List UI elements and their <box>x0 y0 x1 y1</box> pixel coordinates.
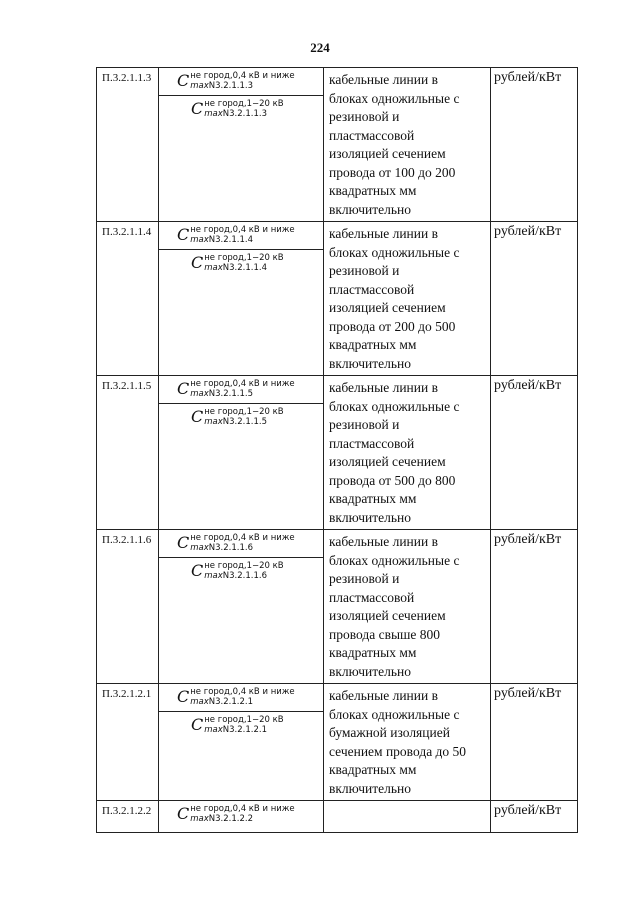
description-line: пластмассовой <box>329 435 415 451</box>
formula-subscript-prefix: max <box>204 417 223 427</box>
formula-indices <box>204 407 283 427</box>
formula-subscript-index: N3.2.1.1.3 <box>208 81 253 91</box>
description-line: включительно <box>329 355 412 371</box>
description-line: провода свыше 800 <box>329 626 441 642</box>
description-line: включительно <box>329 663 412 679</box>
table-row <box>97 68 578 222</box>
unit-cell: рублей/кВт <box>491 684 578 801</box>
description-line: кабельные линии в <box>329 688 438 703</box>
formula-indices <box>190 804 294 824</box>
formula-formula2 <box>159 711 323 739</box>
description-line: изоляцией сечением <box>329 146 446 161</box>
formula-stack <box>159 801 323 828</box>
formula-indices <box>204 715 283 735</box>
page-number: 224 <box>310 40 330 55</box>
formula-formula2 <box>159 557 323 585</box>
formula-subscript-index: N3.2.1.2.2 <box>208 814 253 824</box>
description-cell <box>324 68 491 222</box>
description-cell <box>324 684 491 801</box>
table-body <box>97 68 578 833</box>
formula-subscript-prefix: max <box>204 725 223 735</box>
description-cell <box>324 801 491 833</box>
unit-cell: рублей/кВт <box>491 376 578 530</box>
formula-indices <box>204 253 283 273</box>
formula-symbol: C <box>177 687 190 706</box>
formula-superscript: не город,0,4 кВ и ниже <box>190 533 295 543</box>
formula-subscript <box>190 235 294 245</box>
formula-subscript-prefix: max <box>190 697 209 707</box>
description-line: квадратных мм <box>329 183 417 198</box>
formula-symbol: C <box>191 99 204 118</box>
unit-cell: рублей/кВт <box>491 530 578 684</box>
formula-superscript: не город,1−20 кВ <box>204 715 284 725</box>
formula-indices <box>190 379 294 399</box>
description-line: блоках одножильные с <box>329 244 460 260</box>
formula-subscript <box>204 417 283 427</box>
formula-symbol: C <box>177 379 190 398</box>
formula-cell <box>159 68 324 222</box>
formula-superscript: не город,0,4 кВ и ниже <box>190 71 295 81</box>
formula-subscript-prefix: max <box>204 571 223 581</box>
item-code: П.3.2.1.1.6 <box>97 530 159 684</box>
formula-indices <box>204 561 283 581</box>
formula-cell <box>159 801 324 833</box>
description-line: изоляцией сечением <box>329 608 446 623</box>
formula-cell <box>159 684 324 801</box>
table-row <box>97 801 578 833</box>
tariff-table <box>96 67 578 833</box>
description-line: резиновой и <box>329 263 400 278</box>
formula-subscript-index: N3.2.1.1.6 <box>222 571 267 581</box>
formula-subscript-prefix: max <box>190 543 209 553</box>
formula-indices <box>190 533 294 553</box>
formula-subscript-prefix: max <box>190 814 209 824</box>
description-line: кабельные линии в <box>329 380 438 395</box>
description-line: изоляцией сечением <box>329 454 446 469</box>
formula-formula1 <box>159 222 323 249</box>
formula-subscript-prefix: max <box>190 81 209 91</box>
formula-symbol: C <box>177 225 190 244</box>
formula-subscript <box>190 814 294 824</box>
formula-stack <box>159 530 323 585</box>
item-code: П.3.2.1.1.5 <box>97 376 159 530</box>
table-row <box>97 376 578 530</box>
formula-superscript: не город,1−20 кВ <box>204 253 284 263</box>
formula-subscript-index: N3.2.1.1.5 <box>208 389 253 399</box>
description-line: квадратных мм <box>329 645 417 660</box>
formula-subscript <box>204 571 283 581</box>
formula-superscript: не город,0,4 кВ и ниже <box>190 687 295 697</box>
description-line: блоках одножильные с <box>329 552 460 568</box>
description-line: пластмассовой <box>329 589 415 605</box>
description-cell <box>324 530 491 684</box>
formula-symbol: C <box>177 533 190 552</box>
description-line: кабельные линии в <box>329 226 438 241</box>
description-line: пластмассовой <box>329 127 415 143</box>
formula-formula1 <box>159 68 323 95</box>
formula-superscript: не город,1−20 кВ <box>204 99 284 109</box>
formula-subscript-index: N3.2.1.1.3 <box>222 109 267 119</box>
formula-subscript-prefix: max <box>204 263 223 273</box>
formula-subscript-index: N3.2.1.1.6 <box>208 543 253 553</box>
description-line: провода от 100 до 200 <box>329 164 456 180</box>
description-cell <box>324 376 491 530</box>
formula-symbol: C <box>191 407 204 426</box>
formula-symbol: C <box>177 804 190 823</box>
description-line: блоках одножильные с <box>329 706 460 722</box>
formula-cell <box>159 376 324 530</box>
formula-cell <box>159 222 324 376</box>
description-line: кабельные линии в <box>329 534 438 549</box>
description-line: провода от 500 до 800 <box>329 472 456 488</box>
formula-stack <box>159 376 323 431</box>
formula-symbol: C <box>177 71 190 90</box>
formula-symbol: C <box>191 715 204 734</box>
formula-superscript: не город,1−20 кВ <box>204 407 284 417</box>
formula-subscript <box>190 81 294 91</box>
formula-subscript-prefix: max <box>190 389 209 399</box>
formula-stack <box>159 684 323 739</box>
formula-subscript-index: N3.2.1.1.5 <box>222 417 267 427</box>
description-line: изоляцией сечением <box>329 300 446 315</box>
description-cell <box>324 222 491 376</box>
description-line: квадратных мм <box>329 491 417 506</box>
formula-formula1 <box>159 530 323 557</box>
formula-formula2 <box>159 403 323 431</box>
description-line: сечением провода до 50 <box>329 743 467 759</box>
formula-formula1 <box>159 376 323 403</box>
table-row <box>97 530 578 684</box>
formula-symbol: C <box>191 561 204 580</box>
formula-subscript-prefix: max <box>204 109 223 119</box>
item-code: П.3.2.1.2.1 <box>97 684 159 801</box>
formula-formula2 <box>159 249 323 277</box>
formula-subscript <box>204 263 283 273</box>
formula-superscript: не город,0,4 кВ и ниже <box>190 804 295 814</box>
description-line: резиновой и <box>329 109 400 124</box>
formula-cell <box>159 530 324 684</box>
description-line: резиновой и <box>329 571 400 586</box>
formula-subscript <box>190 543 294 553</box>
table-row <box>97 684 578 801</box>
description-line: включительно <box>329 509 412 525</box>
formula-indices <box>190 687 294 707</box>
description-line: квадратных мм <box>329 337 417 352</box>
formula-formula1 <box>159 801 323 828</box>
formula-indices <box>190 71 294 91</box>
formula-subscript-prefix: max <box>190 235 209 245</box>
formula-stack <box>159 68 323 123</box>
description-line: кабельные линии в <box>329 72 438 87</box>
formula-formula2 <box>159 95 323 123</box>
formula-subscript <box>204 725 283 735</box>
formula-subscript <box>204 109 283 119</box>
formula-subscript <box>190 389 294 399</box>
formula-subscript-index: N3.2.1.2.1 <box>208 697 253 707</box>
formula-superscript: не город,0,4 кВ и ниже <box>190 225 295 235</box>
formula-subscript-index: N3.2.1.2.1 <box>222 725 267 735</box>
formula-formula1 <box>159 684 323 711</box>
formula-subscript-index: N3.2.1.1.4 <box>208 235 253 245</box>
description-line: включительно <box>329 780 412 796</box>
table-row <box>97 222 578 376</box>
description-line: пластмассовой <box>329 281 415 297</box>
unit-cell: рублей/кВт <box>491 68 578 222</box>
formula-indices <box>204 99 283 119</box>
description-line: квадратных мм <box>329 762 417 777</box>
description-line: резиновой и <box>329 417 400 432</box>
formula-stack <box>159 222 323 277</box>
formula-indices <box>190 225 294 245</box>
description-line: включительно <box>329 201 412 217</box>
formula-subscript-index: N3.2.1.1.4 <box>222 263 267 273</box>
item-code: П.3.2.1.2.2 <box>97 801 159 833</box>
formula-superscript: не город,1−20 кВ <box>204 561 284 571</box>
formula-superscript: не город,0,4 кВ и ниже <box>190 379 295 389</box>
unit-cell: рублей/кВт <box>491 801 578 833</box>
formula-subscript <box>190 697 294 707</box>
formula-symbol: C <box>191 253 204 272</box>
description-line: бумажной изоляцией <box>329 725 450 740</box>
item-code: П.3.2.1.1.3 <box>97 68 159 222</box>
unit-cell: рублей/кВт <box>491 222 578 376</box>
description-line: блоках одножильные с <box>329 90 460 106</box>
description-line: провода от 200 до 500 <box>329 318 456 334</box>
description-line: блоках одножильные с <box>329 398 460 414</box>
item-code: П.3.2.1.1.4 <box>97 222 159 376</box>
